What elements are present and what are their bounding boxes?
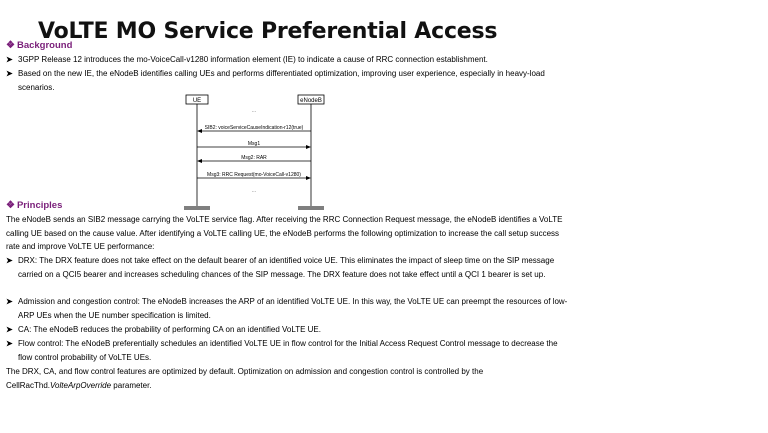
arrow-bullet-icon: ➤: [6, 69, 13, 78]
message-label: Msg3: RRC Request(mo-VoiceCall-v1280): [207, 172, 301, 178]
arrowhead-right-icon: [306, 145, 311, 149]
arrow-bullet-icon: ➤: [6, 256, 13, 265]
background-bullet: [6, 53, 566, 67]
principle-bullet: [6, 337, 568, 364]
background-heading-label: Background: [16, 40, 73, 51]
arrowhead-right-icon: [306, 176, 311, 180]
principles-heading-label: Principles: [16, 200, 63, 211]
arrow-bullet-icon: ➤: [6, 55, 13, 64]
message-label: Msg2: RAR: [241, 155, 267, 161]
arrowhead-left-icon: [197, 129, 202, 133]
ue-label: UE: [192, 98, 202, 104]
background-bullet-text: Based on the new IE, the eNodeB identifies calling UEs and performs differentiated optimization, improving user experience, especially in heavy-load scenarios.: [18, 69, 545, 92]
parameter-name: VolteArpOverride: [50, 380, 112, 390]
arrow-bullet-icon: ➤: [6, 339, 13, 348]
principle-bullet-text: DRX: The DRX feature does not take effect on the default bearer of an identified voice UE. This eliminates the impact of sleep time on the SIP message carried on a QCI5 bearer and increases scheduling chances of the SIP message. The DRX feature does not take effect until a QCI 1 bearer is set up.: [18, 256, 555, 279]
diamond-bullet-icon: ❖: [6, 40, 15, 51]
closing-text: The DRX, CA, and flow control features are optimized by default. Optimization on admission and congestion control is controlled by the CellRacThd.: [6, 367, 484, 390]
arrowhead-left-icon: [197, 159, 202, 163]
background-heading: [6, 40, 72, 51]
principle-bullet: [6, 295, 568, 322]
closing-suffix: parameter.: [111, 380, 152, 390]
dots-top: ...: [251, 108, 257, 114]
ue-lifeline-base: [184, 206, 210, 210]
principles-closing: [6, 365, 566, 392]
principle-bullet: [6, 254, 568, 281]
message-label: Msg1: [247, 141, 261, 147]
background-bullet-text: 3GPP Release 12 introduces the mo-VoiceCall-v1280 information element (IE) to indicate a cause of RRC connection establishment.: [18, 55, 488, 64]
principle-bullet-text: Flow control: The eNodeB preferentially schedules an identified VoLTE UE in flow control for the Initial Access Request Control message to decrease the flow control probability of VoLTE UEs.: [18, 339, 558, 362]
enodeb-lifeline-base: [298, 206, 324, 210]
page-title: VoLTE MO Service Preferential Access: [38, 19, 498, 44]
diamond-bullet-icon: ❖: [6, 200, 15, 211]
principle-bullet: [6, 323, 568, 337]
principles-heading: [6, 200, 62, 211]
sequence-diagram: [180, 92, 330, 212]
dots-bottom: ...: [251, 188, 257, 194]
principle-bullet-text: CA: The eNodeB reduces the probability of performing CA on an identified VoLTE UE.: [18, 325, 321, 334]
enodeb-label: eNodeB: [300, 98, 322, 104]
arrow-bullet-icon: ➤: [6, 297, 13, 306]
principle-bullet-text: Admission and congestion control: The eNodeB increases the ARP of an identified VoLTE UE. In this way, the VoLTE UE can preempt the resources of low-ARP UEs when the UE number specification is limited.: [18, 297, 568, 320]
arrow-bullet-icon: ➤: [6, 325, 13, 334]
message-label: SIB2: voiceServiceCauseIndication-r12(true): [204, 125, 304, 131]
background-bullet: [6, 67, 566, 94]
principles-intro: The eNodeB sends an SIB2 message carrying the VoLTE service flag. After receiving the RRC Connection Request message, the eNodeB identifies a VoLTE calling UE based on the cause value. After identifying a VoLTE calling UE, the eNodeB performs the following optimization to increase the call setup success rate and improve VoLTE UE performance:: [6, 215, 563, 252]
